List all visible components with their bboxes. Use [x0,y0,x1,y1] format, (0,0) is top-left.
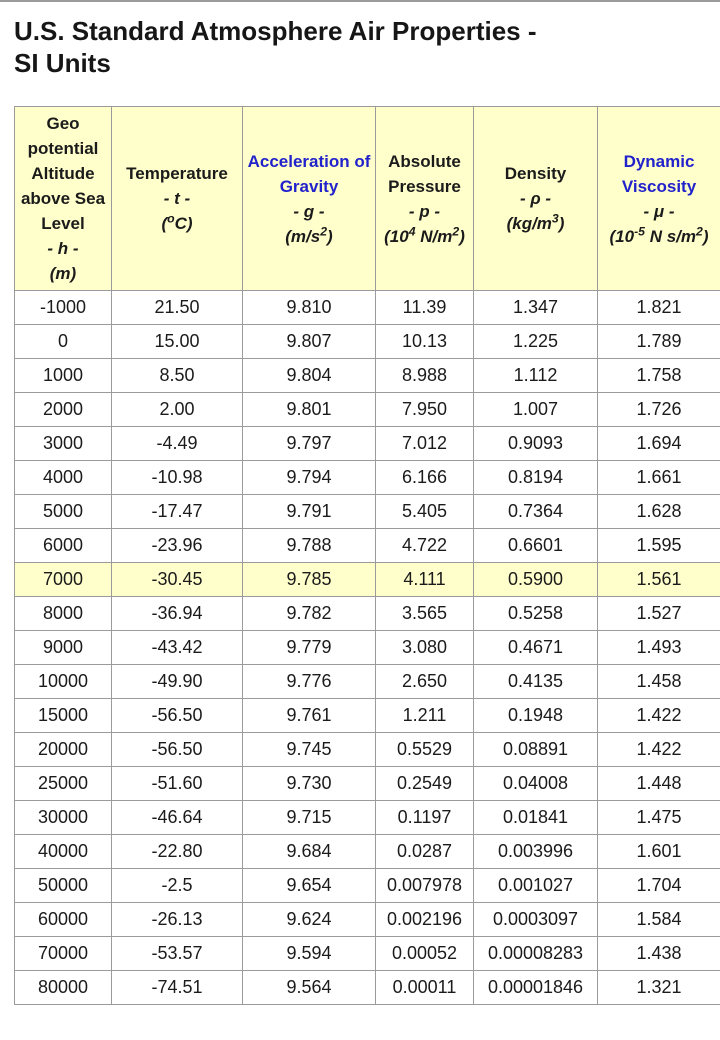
header-line-geopotential-altitude-0 [18,111,108,236]
cell-temperature: -2.5 [112,869,243,903]
header-line-temperature-0 [115,161,239,186]
header-superscript: 4 [408,223,416,238]
table-row [15,393,720,427]
cell-density: 0.04008 [474,767,598,801]
cell-geopotential-altitude: 9000 [15,631,112,665]
cell-density: 0.0003097 [474,903,598,937]
cell-acceleration-of-gravity: 9.791 [243,495,376,529]
header-line-temperature-1 [115,186,239,211]
cell-density: 1.225 [474,325,598,359]
cell-dynamic-viscosity: 1.694 [598,427,720,461]
column-header-geopotential-altitude [15,107,112,291]
cell-geopotential-altitude: 15000 [15,699,112,733]
table-row [15,937,720,971]
cell-temperature: -36.94 [112,597,243,631]
cell-dynamic-viscosity: 1.584 [598,903,720,937]
cell-temperature: -43.42 [112,631,243,665]
cell-density: 0.00008283 [474,937,598,971]
header-line-density-0 [477,161,594,186]
cell-temperature: -26.13 [112,903,243,937]
header-superscript: 3 [551,211,559,226]
cell-density: 0.08891 [474,733,598,767]
table-row [15,529,720,563]
cell-acceleration-of-gravity: 9.730 [243,767,376,801]
cell-acceleration-of-gravity: 9.715 [243,801,376,835]
cell-acceleration-of-gravity: 9.804 [243,359,376,393]
cell-absolute-pressure: 0.002196 [376,903,474,937]
header-line-absolute-pressure-2 [379,224,470,249]
header-text-segment: - g - [293,201,325,221]
cell-temperature: -56.50 [112,733,243,767]
cell-temperature: -53.57 [112,937,243,971]
cell-absolute-pressure: 0.007978 [376,869,474,903]
table-row [15,733,720,767]
cell-acceleration-of-gravity: 9.807 [243,325,376,359]
header-text-segment: ) [558,214,565,233]
table-row [15,665,720,699]
cell-density: 0.003996 [474,835,598,869]
table-row [15,291,720,325]
header-text-segment: Temperature [126,164,228,183]
cell-temperature: -17.47 [112,495,243,529]
header-superscript: 2 [320,223,328,238]
cell-acceleration-of-gravity: 9.779 [243,631,376,665]
header-text-segment: Density [504,164,567,183]
cell-density: 0.4671 [474,631,598,665]
cell-absolute-pressure: 5.405 [376,495,474,529]
cell-geopotential-altitude: 7000 [15,563,112,597]
header-superscript: 2 [452,223,460,238]
cell-geopotential-altitude: 50000 [15,869,112,903]
cell-density: 1.007 [474,393,598,427]
cell-dynamic-viscosity: 1.821 [598,291,720,325]
cell-dynamic-viscosity: 1.422 [598,733,720,767]
cell-geopotential-altitude: 5000 [15,495,112,529]
cell-dynamic-viscosity: 1.475 [598,801,720,835]
header-line-acceleration-of-gravity-1 [246,199,372,224]
cell-acceleration-of-gravity: 9.564 [243,971,376,1005]
column-header-acceleration-of-gravity [243,107,376,291]
header-text-segment: - p - [408,201,441,221]
cell-acceleration-of-gravity: 9.594 [243,937,376,971]
table-row [15,495,720,529]
cell-dynamic-viscosity: 1.789 [598,325,720,359]
header-text-segment: - t - [163,189,191,208]
column-header-dynamic-viscosity [598,107,720,291]
cell-density: 0.01841 [474,801,598,835]
cell-temperature: -30.45 [112,563,243,597]
cell-absolute-pressure: 11.39 [376,291,474,325]
link-dynamic-viscosity[interactable] [601,149,717,199]
header-text-segment: N/m [415,226,453,246]
cell-absolute-pressure: 0.5529 [376,733,474,767]
cell-dynamic-viscosity: 1.661 [598,461,720,495]
table-row [15,801,720,835]
cell-density: 1.347 [474,291,598,325]
cell-dynamic-viscosity: 1.493 [598,631,720,665]
cell-dynamic-viscosity: 1.422 [598,699,720,733]
cell-geopotential-altitude: 40000 [15,835,112,869]
cell-temperature: 2.00 [112,393,243,427]
cell-dynamic-viscosity: 1.628 [598,495,720,529]
header-superscript: -5 [634,223,645,238]
cell-dynamic-viscosity: 1.438 [598,937,720,971]
cell-absolute-pressure: 8.988 [376,359,474,393]
cell-dynamic-viscosity: 1.704 [598,869,720,903]
table-row [15,325,720,359]
header-superscript: 2 [696,223,703,238]
header-text-segment: ) [327,226,333,246]
page-title: U.S. Standard Atmosphere Air Properties - SI Units [14,16,537,78]
header-line-dynamic-viscosity-2 [601,224,717,249]
top-divider [0,0,720,2]
header-superscript: o [167,211,175,226]
cell-density: 0.4135 [474,665,598,699]
cell-absolute-pressure: 0.2549 [376,767,474,801]
cell-density: 0.9093 [474,427,598,461]
cell-acceleration-of-gravity: 9.761 [243,699,376,733]
cell-density: 0.5900 [474,563,598,597]
cell-density: 0.001027 [474,869,598,903]
table-row [15,869,720,903]
cell-geopotential-altitude: -1000 [15,291,112,325]
cell-absolute-pressure: 4.722 [376,529,474,563]
cell-temperature: -4.49 [112,427,243,461]
cell-absolute-pressure: 0.00011 [376,971,474,1005]
atmosphere-properties-table [14,106,720,1005]
header-line-dynamic-viscosity-1 [601,199,717,224]
header-text-segment: (m/s [285,226,321,246]
cell-dynamic-viscosity: 1.527 [598,597,720,631]
cell-absolute-pressure: 3.565 [376,597,474,631]
cell-geopotential-altitude: 10000 [15,665,112,699]
column-header-density [474,107,598,291]
cell-temperature: -51.60 [112,767,243,801]
cell-absolute-pressure: 0.00052 [376,937,474,971]
table-row [15,597,720,631]
header-text-segment: Geo potential Altitude above Sea Level [20,114,106,233]
cell-acceleration-of-gravity: 9.797 [243,427,376,461]
cell-temperature: -49.90 [112,665,243,699]
cell-dynamic-viscosity: 1.595 [598,529,720,563]
cell-dynamic-viscosity: 1.321 [598,971,720,1005]
header-line-density-1 [477,186,594,211]
header-text-segment: N s/m [644,226,696,246]
header-line-density-2 [477,211,594,236]
header-text-segment: ( [161,214,168,233]
cell-acceleration-of-gravity: 9.810 [243,291,376,325]
header-text-segment: C) [174,214,193,233]
cell-geopotential-altitude: 6000 [15,529,112,563]
cell-geopotential-altitude: 0 [15,325,112,359]
cell-temperature: 15.00 [112,325,243,359]
cell-dynamic-viscosity: 1.448 [598,767,720,801]
cell-geopotential-altitude: 60000 [15,903,112,937]
cell-absolute-pressure: 6.166 [376,461,474,495]
cell-density: 0.1948 [474,699,598,733]
table-row [15,461,720,495]
header-text-segment: - μ - [643,201,675,221]
header-text-segment: (10 [609,226,635,246]
cell-temperature: -23.96 [112,529,243,563]
cell-absolute-pressure: 0.1197 [376,801,474,835]
header-text-segment: - ρ - [519,189,552,208]
cell-density: 0.8194 [474,461,598,495]
cell-acceleration-of-gravity: 9.776 [243,665,376,699]
table-row [15,427,720,461]
cell-absolute-pressure: 7.950 [376,393,474,427]
header-line-absolute-pressure-0 [379,149,470,199]
cell-dynamic-viscosity: 1.458 [598,665,720,699]
cell-acceleration-of-gravity: 9.785 [243,563,376,597]
table-header [15,107,720,291]
cell-absolute-pressure: 10.13 [376,325,474,359]
column-header-temperature [112,107,243,291]
header-line-temperature-2 [115,211,239,236]
table-row [15,971,720,1005]
cell-temperature: 8.50 [112,359,243,393]
cell-geopotential-altitude: 1000 [15,359,112,393]
header-line-geopotential-altitude-2 [18,261,108,286]
cell-dynamic-viscosity: 1.726 [598,393,720,427]
table-row [15,631,720,665]
cell-acceleration-of-gravity: 9.654 [243,869,376,903]
cell-temperature: -74.51 [112,971,243,1005]
cell-density: 0.00001846 [474,971,598,1005]
cell-temperature: -46.64 [112,801,243,835]
cell-geopotential-altitude: 8000 [15,597,112,631]
header-text-segment: - h - [47,239,79,258]
cell-geopotential-altitude: 4000 [15,461,112,495]
cell-geopotential-altitude: 2000 [15,393,112,427]
cell-absolute-pressure: 4.111 [376,563,474,597]
cell-temperature: -22.80 [112,835,243,869]
cell-acceleration-of-gravity: 9.782 [243,597,376,631]
cell-dynamic-viscosity: 1.561 [598,563,720,597]
cell-geopotential-altitude: 80000 [15,971,112,1005]
cell-geopotential-altitude: 70000 [15,937,112,971]
header-text-segment: (kg/m [506,214,552,233]
cell-absolute-pressure: 3.080 [376,631,474,665]
cell-absolute-pressure: 7.012 [376,427,474,461]
header-text-segment: (10 [384,226,409,246]
header-text-segment: ) [459,226,465,246]
cell-density: 0.6601 [474,529,598,563]
cell-geopotential-altitude: 20000 [15,733,112,767]
cell-density: 0.7364 [474,495,598,529]
table-body [15,291,720,1005]
cell-geopotential-altitude: 25000 [15,767,112,801]
cell-acceleration-of-gravity: 9.745 [243,733,376,767]
cell-dynamic-viscosity: 1.601 [598,835,720,869]
cell-dynamic-viscosity: 1.758 [598,359,720,393]
cell-geopotential-altitude: 30000 [15,801,112,835]
cell-absolute-pressure: 2.650 [376,665,474,699]
table-row [15,903,720,937]
cell-acceleration-of-gravity: 9.684 [243,835,376,869]
cell-acceleration-of-gravity: 9.788 [243,529,376,563]
table-row-highlighted [15,563,720,597]
cell-temperature: 21.50 [112,291,243,325]
cell-temperature: -10.98 [112,461,243,495]
cell-absolute-pressure: 1.211 [376,699,474,733]
cell-acceleration-of-gravity: 9.624 [243,903,376,937]
cell-density: 0.5258 [474,597,598,631]
cell-acceleration-of-gravity: 9.801 [243,393,376,427]
cell-absolute-pressure: 0.0287 [376,835,474,869]
cell-temperature: -56.50 [112,699,243,733]
table-row [15,359,720,393]
header-text-segment: Acceleration of Gravity [247,151,371,196]
cell-acceleration-of-gravity: 9.794 [243,461,376,495]
table-row [15,835,720,869]
cell-density: 1.112 [474,359,598,393]
link-acceleration-of-gravity[interactable] [246,149,372,199]
header-row [15,107,720,291]
header-line-geopotential-altitude-1 [18,236,108,261]
cell-geopotential-altitude: 3000 [15,427,112,461]
table-row [15,767,720,801]
header-text-segment: (m) [49,264,77,283]
header-text-segment: Absolute Pressure [388,151,461,196]
header-line-absolute-pressure-1 [379,199,470,224]
table-row [15,699,720,733]
header-line-acceleration-of-gravity-2 [246,224,372,249]
header-text-segment: ) [702,226,709,246]
header-text-segment: Dynamic Viscosity [621,151,697,196]
column-header-absolute-pressure [376,107,474,291]
